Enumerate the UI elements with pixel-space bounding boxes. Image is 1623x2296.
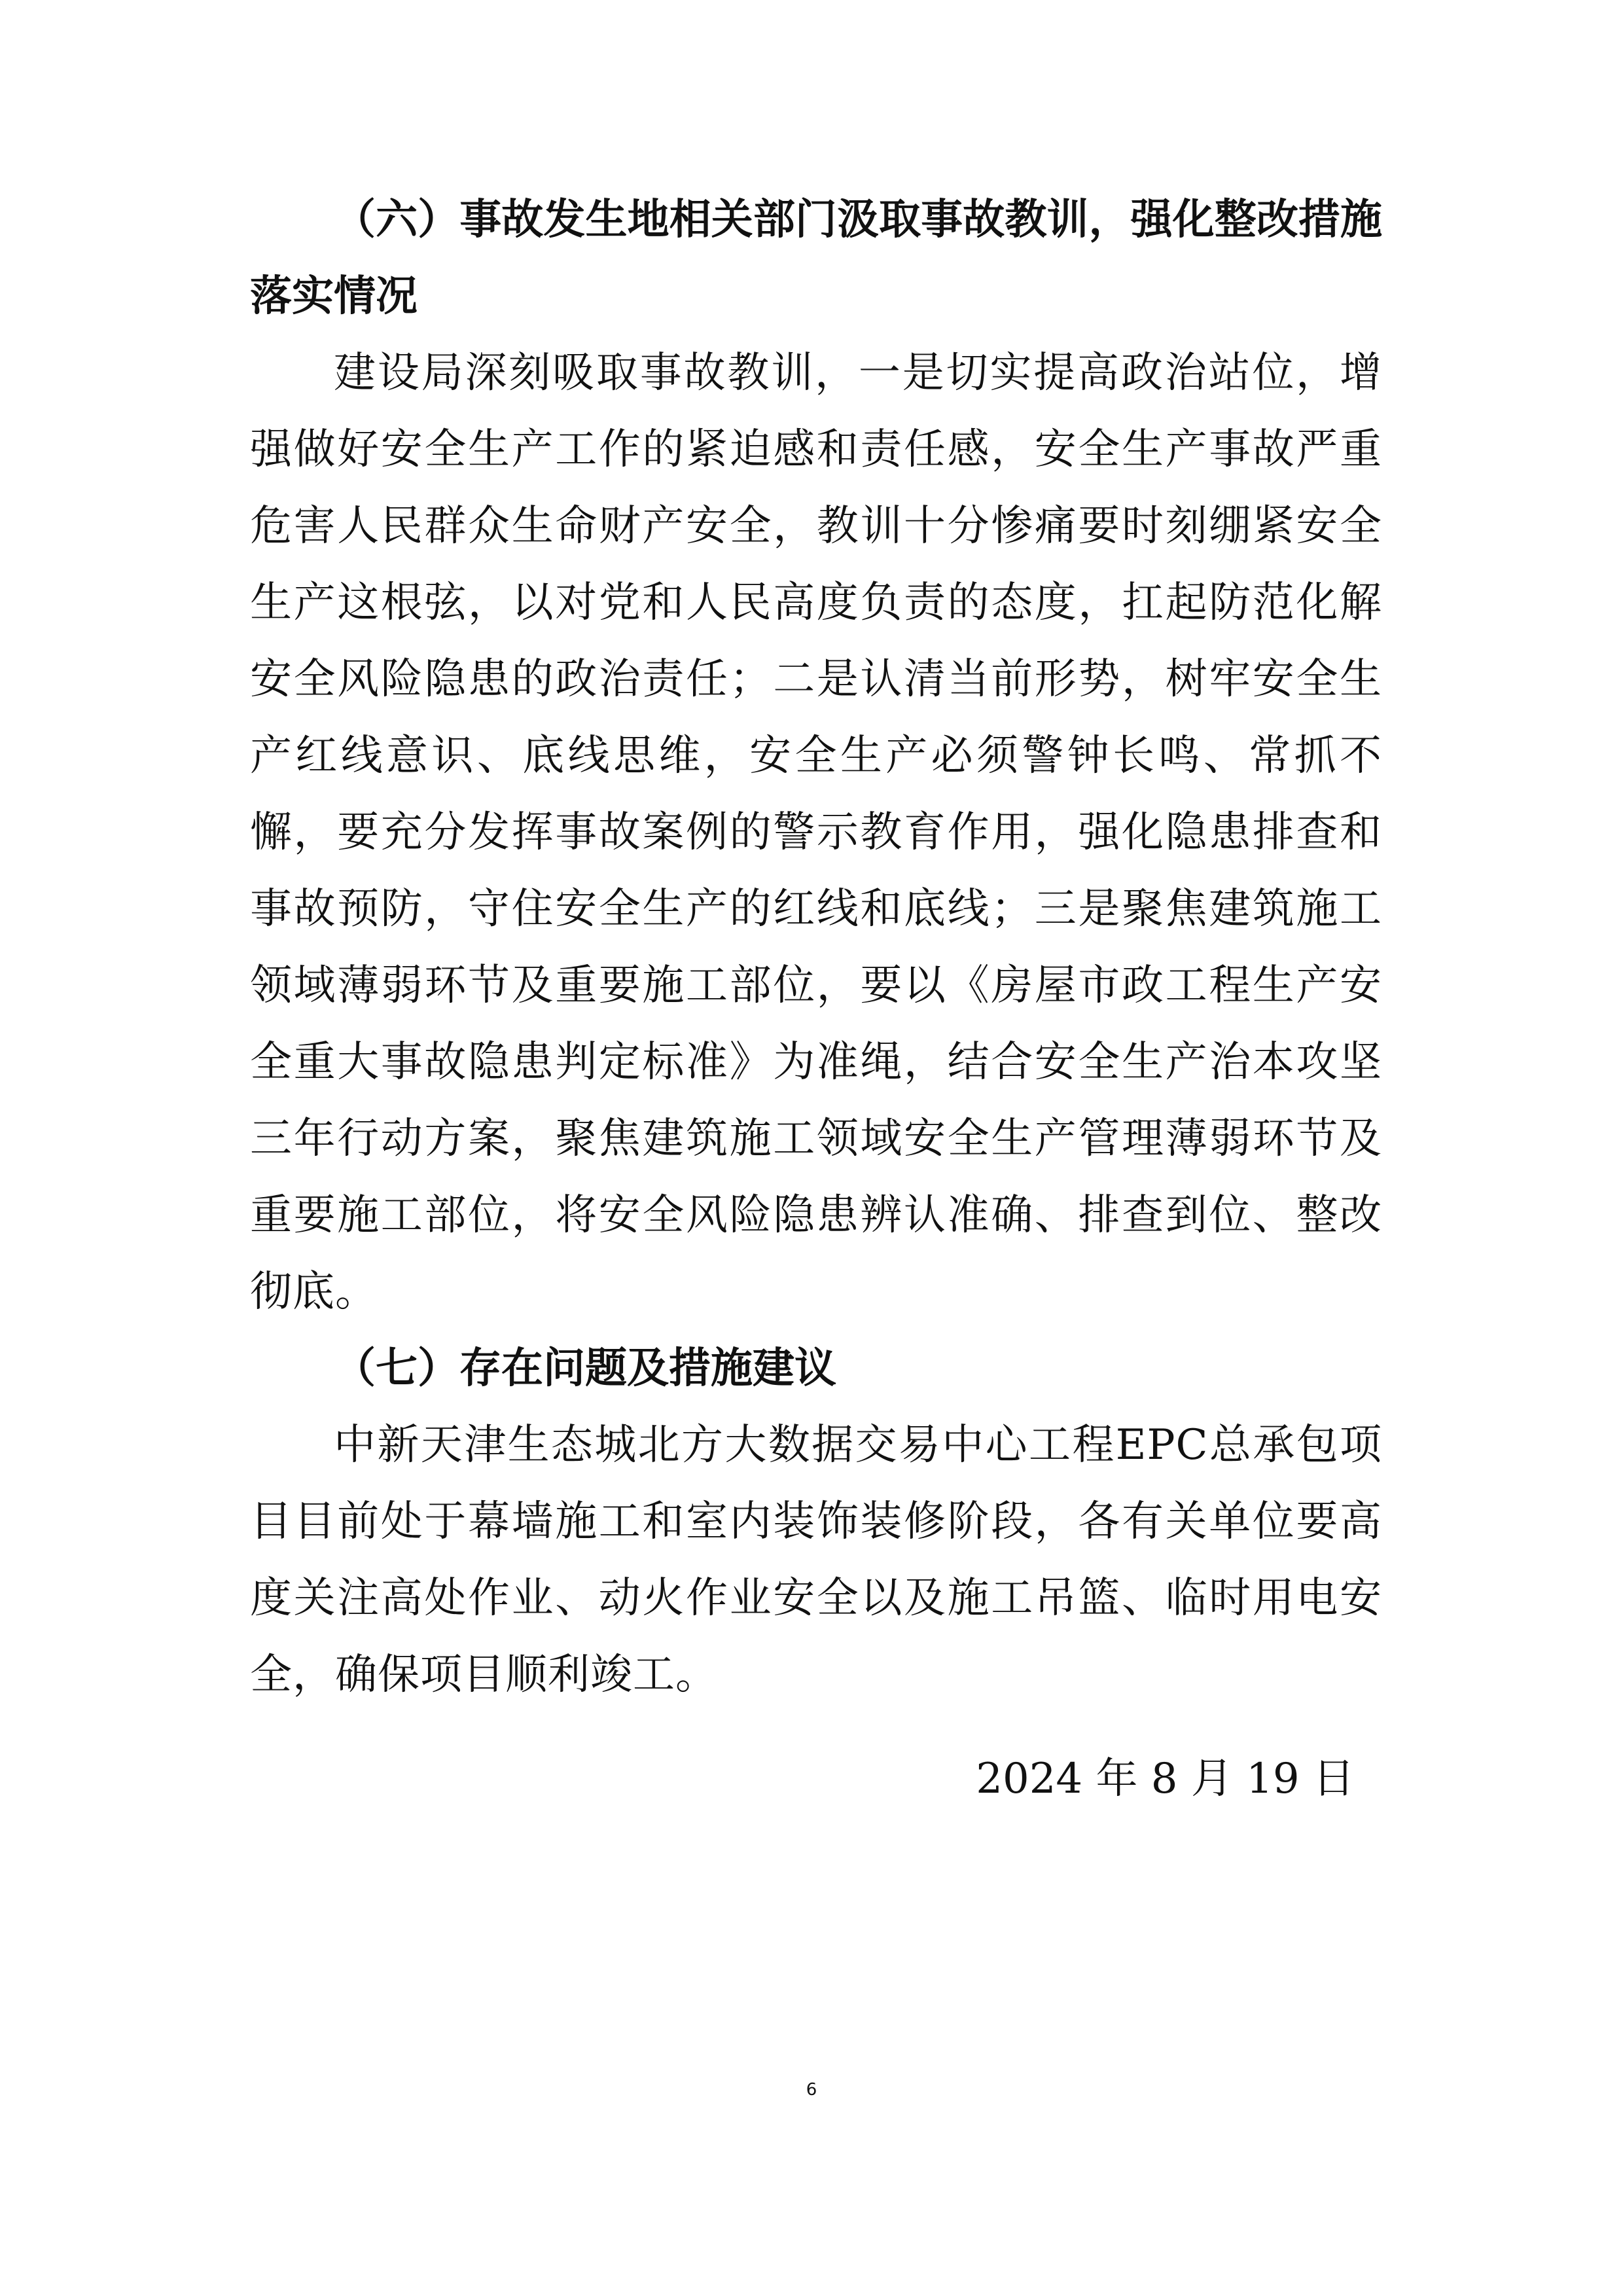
document-body [250,182,1382,1713]
section-paragraph-6: 建设局深刻吸取事故教训，一是切实提高政治站位，增强做好安全生产工作的紧迫感和责任感，安全生产事故严重危害人民群众生命财产安全，教训十分惨痛要时刻绷紧安全生产这根弦，以对党和人民高度负责的态度，扛起防范化解安全风险隐患的政治责任；二是认清当前形势，树牢安全生产红线意识、底线思维，安全生产必须警钟长鸣、常抓不懈，要充分发挥事故案例的警示教育作用，强化隐患排查和事故预防，守住安全生产的红线和底线；三是聚焦建筑施工领域薄弱环节及重要施工部位，要以《房屋市政工程生产安全重大事故隐患判定标准》为准绳，结合安全生产治本攻坚三年行动方案，聚焦建筑施工领域安全生产管理薄弱环节及重要施工部位，将安全风险隐患辨认准确、排查到位、整改彻底。 [250,349,1382,1316]
section-heading-6: （六）事故发生地相关部门汲取事故教训，强化整改措施落实情况 [250,196,1382,321]
section-paragraph-7: 中新天津生态城北方大数据交易中心工程EPC总承包项目目前处于幕墙施工和室内装饰装修阶段，各有关单位要高度关注高处作业、动火作业安全以及施工吊篮、临时用电安全，确保项目顺利竣工。 [250,1421,1382,1699]
section-heading-7: （七）存在问题及措施建议 [334,1344,836,1393]
document-date: 2024 年 8 月 19 日 [976,1755,1355,1803]
page-number: 6 [806,2080,817,2100]
